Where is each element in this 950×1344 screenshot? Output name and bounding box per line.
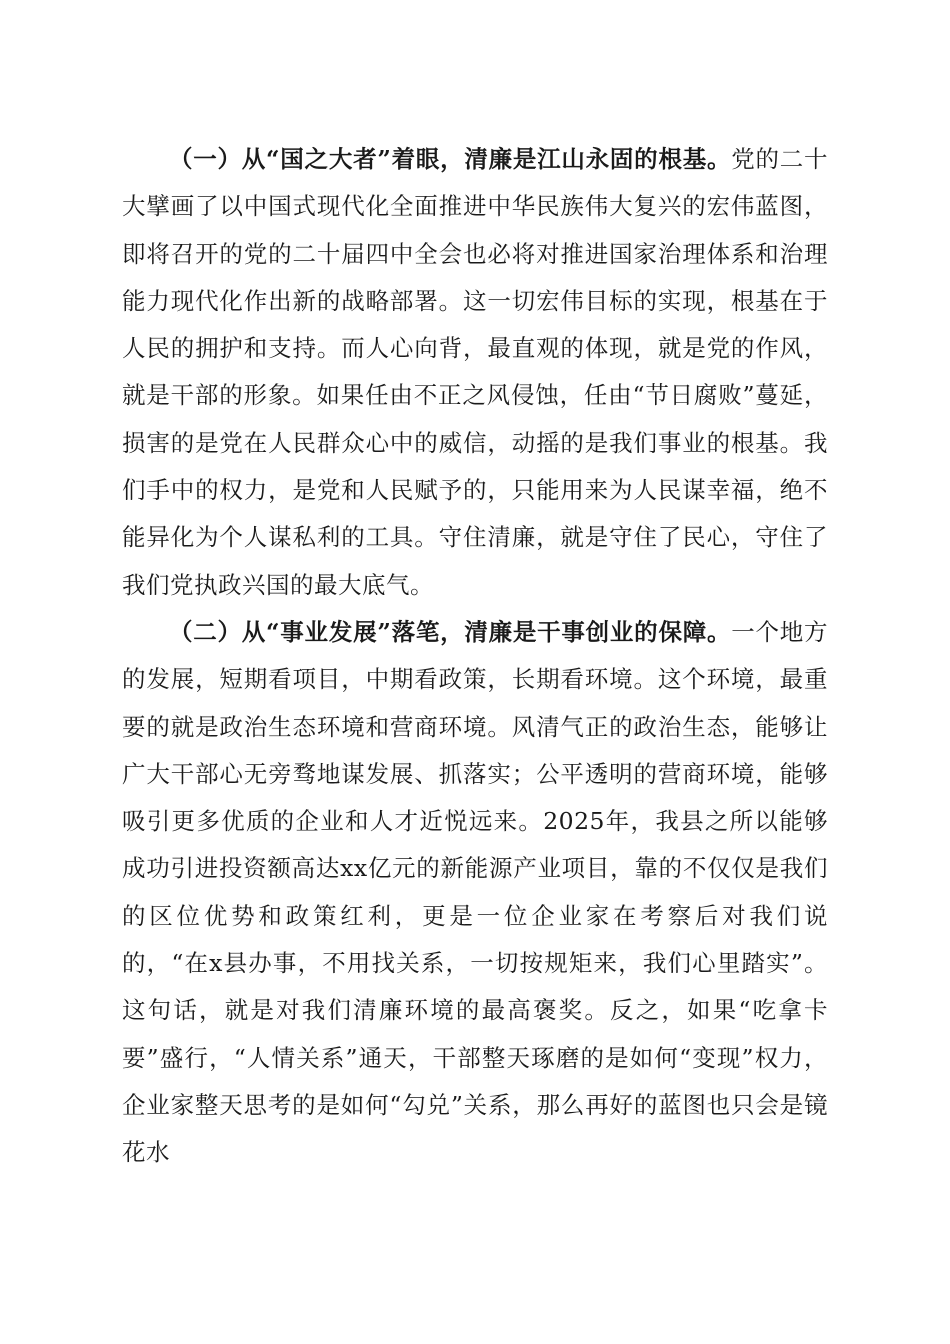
paragraph-body: 一个地方的发展，短期看项目，中期看政策，长期看环境。这个环境，最重要的就是政治生态环境和营商环境。风清气正的政治生态，能够让广大干部心无旁骛地谋发展、抓落实；公平透明的营商环境，能够吸引更多优质的企业和人才近悦远来。2025年，我县之所以能够成功引进投资额高达xx亿元的新能源产业项目，靠的不仅仅是我们的区位优势和政策红利，更是一位企业家在考察后对我们说的，“在x县办事，不用找关系，一切按规矩来，我们心里踏实”。这句话，就是对我们清廉环境的最高褒奖。反之，如果“吃拿卡要”盛行，“人情关系”通天，干部整天琢磨的是如何“变现”权力，企业家整天思考的是如何“勾兑”关系，那么再好的蓝图也只会是镜花水 [122, 617, 828, 1167]
paragraph-heading: （一）从“国之大者”着眼，清廉是江山永固的根基。 [169, 145, 732, 173]
paragraph-body: 党的二十大擘画了以中国式现代化全面推进中华民族伟大复兴的宏伟蓝图，即将召开的党的二十届四中全会也必将对推进国家治理体系和治理能力现代化作出新的战略部署。这一切宏伟目标的实现，根基在于人民的拥护和支持。而人心向背，最直观的体现，就是党的作风，就是干部的形象。如果任由不正之风侵蚀，任由“节日腐败”蔓延，损害的是党在人民群众心中的威信，动摇的是我们事业的根基。我们手中的权力，是党和人民赋予的，只能用来为人民谋幸福，绝不能异化为个人谋私利的工具。守住清廉，就是守住了民心，守住了我们党执政兴国的最大底气。 [122, 145, 828, 599]
paragraph-clean-governance-guarantee [122, 609, 828, 1177]
paragraph-heading: （二）从“事业发展”落笔，清廉是干事创业的保障。 [169, 617, 732, 646]
paragraph-clean-governance-foundation [122, 136, 828, 609]
document-page [122, 136, 828, 1177]
